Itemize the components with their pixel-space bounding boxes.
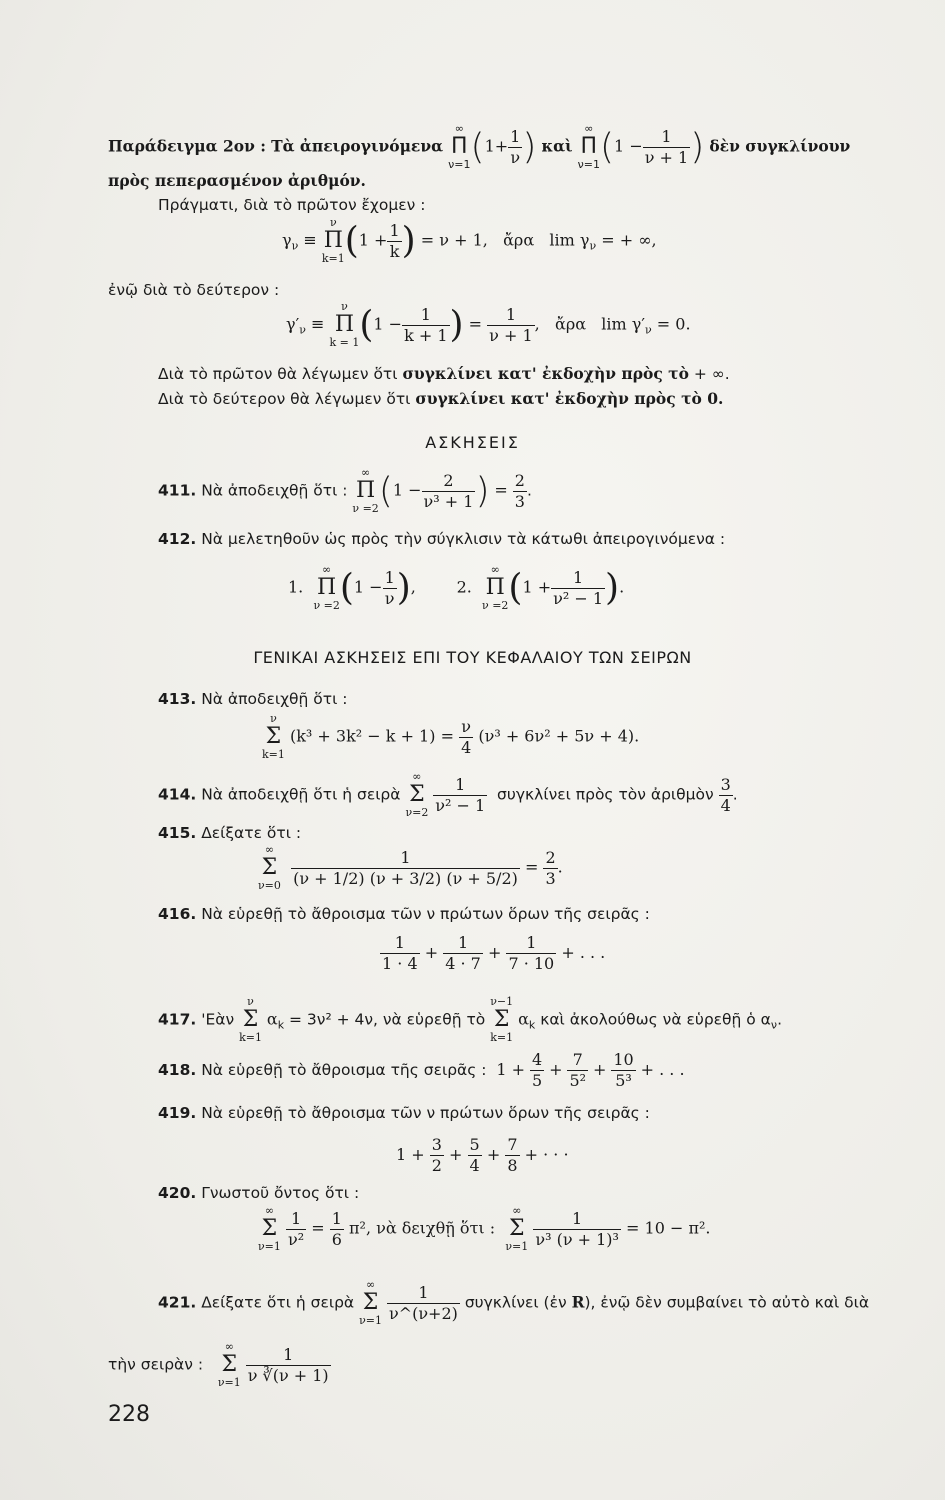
fraction: $\frac{1}{\nu}$ — [510, 126, 521, 167]
example-title: Παράδειγμα 2ον : — [108, 136, 266, 156]
example-line5: Διὰ τὸ πρῶτον θὰ λέγωμεν ὅτι συγκλίνει κατ' ἐκδοχὴν πρὸς τὸ + ∞. — [158, 364, 730, 383]
exercise-412: 412. Νὰ μελετηθοῦν ὡς πρὸς τὴν σύγκλισιν τὰ κάτωθι ἀπειρογινόμενα : — [158, 530, 726, 548]
equation-2: $\gamma'_\nu$ ≡ ν Π k = 1 (1 − $\frac{1}{k + 1}$ ) = $\frac{1}{\nu + 1}$ , ἄρα $\lim \gamma'_\nu = 0$. — [286, 300, 691, 349]
equation-1: $\gamma_\nu$ ≡ ν Π k=1 (1 + $\frac{1}{k}$ ) = ν + 1, ἄρα $\lim \gamma_\nu$ = + ∞, — [282, 216, 657, 265]
exercise-420-formula: ∞ Σ ν=1 $\frac{1}{\text{ν²}}$ = $\frac{1}{6}$ π², νὰ δειχθῇ ὅτι : ∞ Σ ν=1 $\frac{1}{\text{ν³ (ν + 1)³}}$ = 10 − π². — [258, 1204, 711, 1253]
example-text-a: Τὰ ἀπειρογινόμενα — [271, 136, 444, 156]
exercise-413: 413. Νὰ ἀποδειχθῇ ὅτι : — [158, 690, 348, 708]
exercise-421-line2: τὴν σειρὰν : ∞ Σ ν=1 $\frac{1}{\nu ∛(\nu + 1)}$ — [108, 1340, 329, 1389]
exercise-415: 415. Δείξατε ὅτι : — [158, 824, 302, 842]
exercise-420: 420. Γνωστοῦ ὄντος ὅτι : — [158, 1184, 360, 1202]
exercise-419: 419. Νὰ εὑρεθῇ τὸ ἄθροισμα τῶν ν πρώτων ὅρων τῆς σειρᾶς : — [158, 1104, 650, 1122]
exercise-416: 416. Νὰ εὑρεθῇ τὸ ἄθροισμα τῶν ν πρώτων ὅρων τῆς σειρᾶς : — [158, 905, 650, 923]
exercise-414: 414. Νὰ ἀποδειχθῇ ὅτι ἡ σειρὰ ∞ Σ ν=2 $\frac{1}{\text{ν² − 1}}$ συγκλίνει πρὸς τὸν ἀριθμὸν $\frac{3}{4}$ . — [158, 770, 738, 819]
exercise-417: 417. 'Εὰν ν Σ k=1 $\alpha_k = 3\nu^2 + 4\nu$, νὰ εὑρεθῇ τὸ ν−1 Σ k=1 $\alpha_k$ καὶ ἀκολούθως νὰ εὑρεθῇ ὁ $\alpha_\nu$. — [158, 995, 782, 1044]
example-line4: ἐνῷ διὰ τὸ δεύτερον : — [108, 281, 280, 299]
exercise-413-formula: ν Σ k=1 (k³ + 3k² − k + 1) = $\frac{\nu}{4}$ (ν³ + 6ν² + 5ν + 4). — [262, 712, 640, 761]
one-minus: 1 − — [614, 136, 643, 156]
product-operator-2: ∞ Π ν=1 — [577, 122, 600, 171]
exercise-415-formula: ∞ Σ ν=0 $\frac{1}{(\nu + 1/2) (\nu + 3/2) (\nu + 5/2)}$ = $\frac{2}{3}$ . — [258, 843, 563, 892]
page-number: 228 — [108, 1402, 150, 1427]
example-line3: Πράγματι, διὰ τὸ πρῶτον ἔχομεν : — [158, 196, 426, 214]
example-heading-line: Παράδειγμα 2ον : Τὰ ἀπειρογινόμενα ∞ Π ν=1 (1+ $\frac{1}{\nu}$ ) καὶ ∞ Π ν=1 (1 − $\frac{1}{\nu + 1}$ ) δὲν συγκλίνουν — [108, 122, 851, 171]
kai-word: καὶ — [541, 136, 573, 156]
example-text-b: δὲν συγκλίνουν — [709, 136, 851, 156]
exercise-418: 418. Νὰ εὑρεθῇ τὸ ἄθροισμα τῆς σειρᾶς : 1 + $\frac{4}{5}$ + $\frac{7}{\text{5²}}$ + $\frac{10}{\text{5³}}$ + . . . — [158, 1050, 685, 1090]
exercise-411: 411. Νὰ ἀποδειχθῇ ὅτι : ∞ Π ν =2 (1 − $\frac{2}{\text{ν³ + 1}}$ ) = $\frac{2}{3}$ . — [158, 466, 532, 515]
exercise-419-series: 1 + $\frac{3}{2}$ + $\frac{5}{4}$ + $\frac{7}{8}$ + · · · — [396, 1135, 569, 1175]
example-line6: Διὰ τὸ δεύτερον θὰ λέγωμεν ὅτι συγκλίνει κατ' ἐκδοχὴν πρὸς τὸ 0. — [158, 389, 724, 408]
exercises-heading: ΑΣΚΗΣΕΙΣ — [425, 433, 520, 452]
example-line2: πρὸς πεπερασμένον ἀριθμόν. — [108, 171, 366, 190]
exercise-416-series: $\frac{1}{1 \cdot 4}$ + $\frac{1}{4 \cdot 7}$ + $\frac{1}{7 \cdot 10}$ + . . . — [382, 933, 606, 973]
general-heading: ΓΕΝΙΚΑΙ ΑΣΚΗΣΕΙΣ ΕΠΙ ΤΟΥ ΚΕΦΑΛΑΙΟΥ ΤΩΝ ΣΕΙΡΩΝ — [253, 648, 692, 667]
product-operator: ∞ Π ν=1 — [448, 122, 471, 171]
exercise-421: 421. Δείξατε ὅτι ἡ σειρὰ ∞ Σ ν=1 $\frac{1}{\nu\^{}(\nu+2)}$ συγκλίνει (ἐν R), ἐνῷ δὲν συμβαίνει τὸ αὐτὸ καὶ διὰ — [158, 1278, 870, 1327]
one-plus: 1+ — [484, 136, 509, 156]
exercise-412-items: 1. ∞ Π ν =2 (1 − $\frac{1}{\nu}$ ), 2. ∞ Π ν =2 (1 + $\frac{1}{\text{ν² − 1}}$ ). — [288, 563, 625, 612]
fraction-2: $\frac{1}{\nu + 1}$ — [644, 126, 689, 167]
